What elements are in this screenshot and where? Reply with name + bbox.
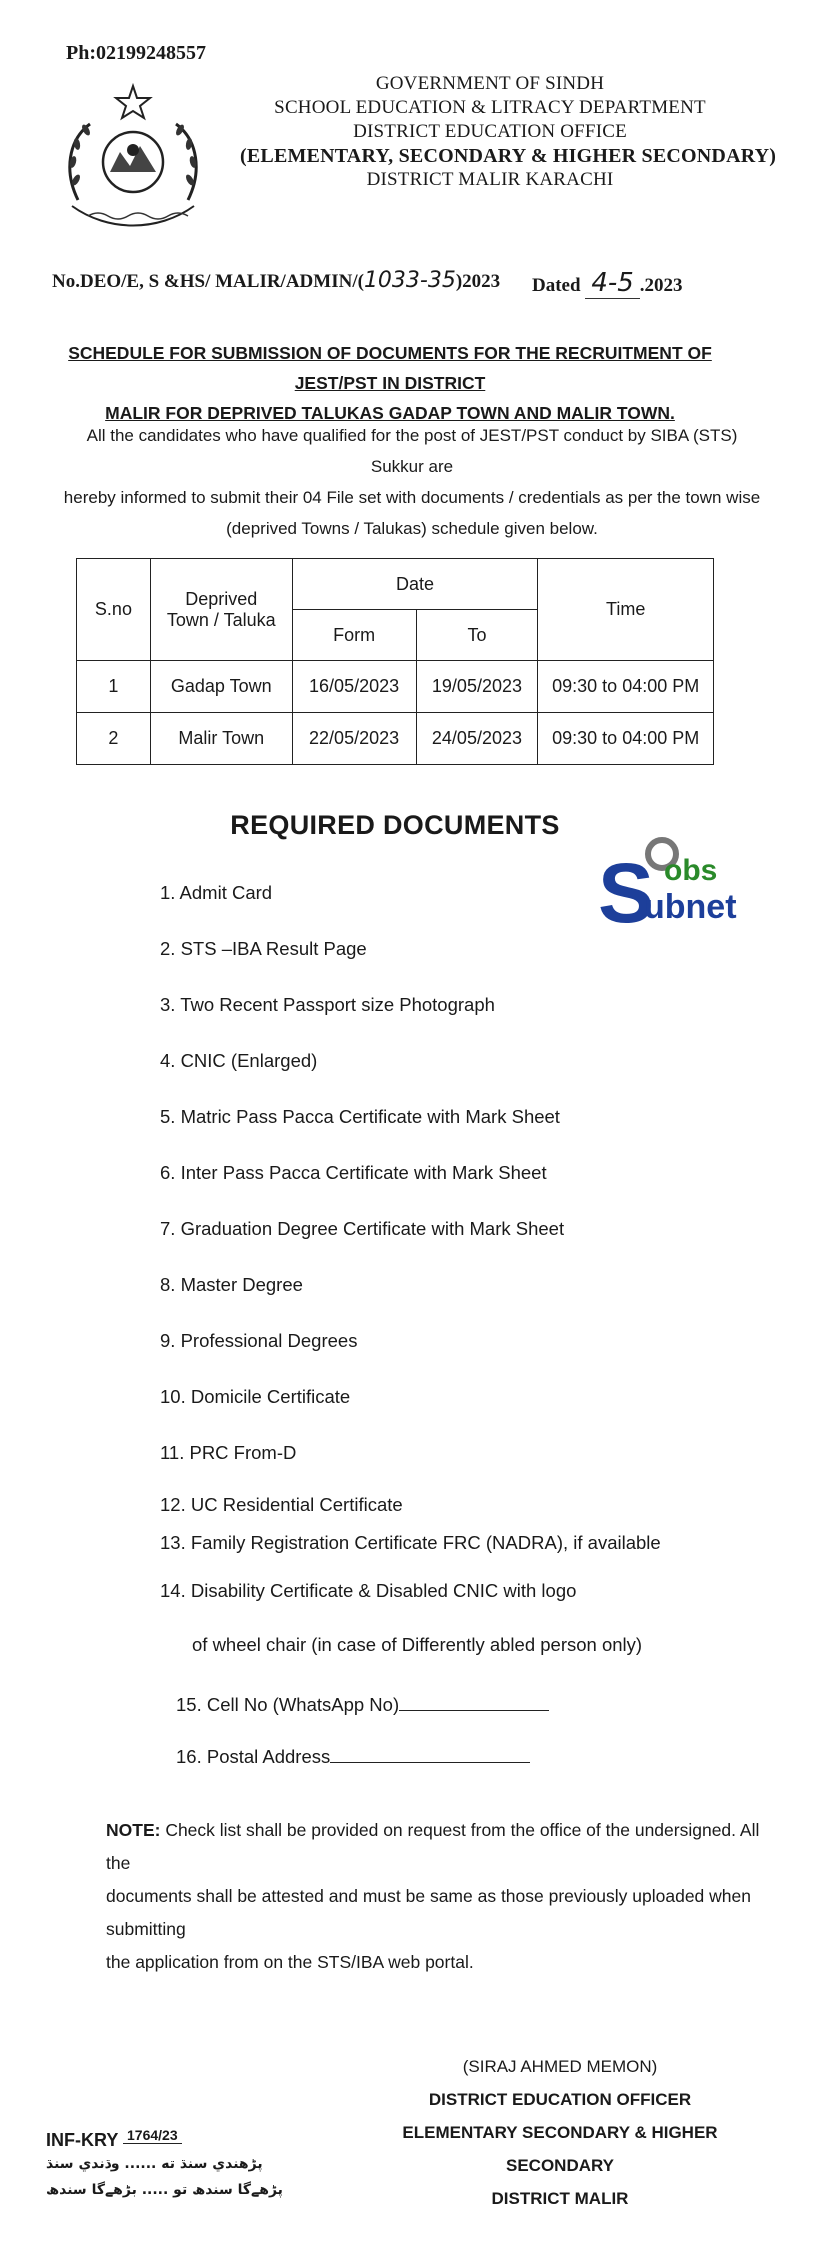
list-item: 4. CNIC (Enlarged) [160, 1050, 318, 1071]
schedule-table [76, 558, 714, 765]
note-paragraph [106, 1814, 786, 1979]
list-item [176, 1692, 549, 1716]
dated-label: Dated [532, 275, 581, 296]
header-to: To [416, 610, 538, 661]
dated-handwritten-value: 4-5 [585, 268, 639, 299]
officer-name: (SIRAJ AHMED MEMON) [462, 2057, 658, 2076]
list-item: 6. Inter Pass Pacca Certificate with Mark Sheet [160, 1162, 547, 1183]
header-district: DISTRICT MALIR KARACHI [366, 169, 614, 190]
cell-town: Malir Town [150, 713, 292, 765]
svg-text:S: S [598, 846, 655, 932]
table-row [77, 661, 714, 713]
list-item: 11. PRC From-D [160, 1442, 297, 1463]
list-item: 9. Professional Degrees [160, 1330, 358, 1351]
schedule-title-line2: MALIR FOR DEPRIVED TALUKAS GADAP TOWN AND MALIR TOWN. [105, 403, 675, 423]
cell-form: 16/05/2023 [292, 661, 416, 713]
logo-word2: ubnet [644, 888, 737, 926]
cell-to: 24/05/2023 [416, 713, 538, 765]
date-line [532, 268, 683, 298]
header-government: GOVERNMENT OF SINDH [375, 73, 605, 94]
sindh-government-emblem-icon [58, 82, 208, 242]
list-item: 7. Graduation Degree Certificate with Mark Sheet [160, 1218, 565, 1239]
list-item: 8. Master Degree [160, 1274, 303, 1295]
header-form: Form [292, 610, 416, 661]
header-department: SCHOOL EDUCATION & LITRACY DEPARTMENT [274, 97, 706, 118]
header-sno: S.no [77, 559, 151, 661]
inf-code-line [46, 2127, 286, 2151]
cell-sno: 2 [77, 713, 151, 765]
header-date: Date [292, 559, 538, 610]
postal-address-blank-line [330, 1744, 530, 1763]
cell-form: 22/05/2023 [292, 713, 416, 765]
intro-line1: All the candidates who have qualified for the post of JEST/PST conduct by SIBA (STS) Sukkur are [86, 426, 738, 476]
required-documents-title: REQUIRED DOCUMENTS [230, 810, 560, 840]
inf-slogan-sindhi: پڑھندي سنڌ ته ...... وڌندي سنڌ [46, 2156, 263, 2172]
table-row [77, 713, 714, 765]
cell-time: 09:30 to 04:00 PM [538, 661, 714, 713]
phone-number: Ph:02199248557 [66, 42, 206, 64]
postal-address-label: 16. Postal Address [176, 1746, 331, 1767]
header-office: DISTRICT EDUCATION OFFICE [353, 121, 627, 142]
header-time: Time [538, 559, 714, 661]
header-town-line1: Deprived [185, 588, 258, 609]
inf-number: 1764/23 [123, 2127, 182, 2144]
reference-suffix: )2023 [455, 271, 501, 292]
note-line3: the application from on the STS/IBA web portal. [106, 1952, 474, 1972]
logo-word1: obs [664, 854, 718, 887]
note-line1: Check list shall be provided on request from the office of the undersigned. All the [106, 1820, 760, 1873]
header-town-line2: Town / Taluka [166, 609, 276, 630]
list-item: 12. UC Residential Certificate [160, 1494, 403, 1515]
inf-slogan-urdu: پڑھےگا سندھ تو ..... بڑھےگا سندھ [46, 2182, 283, 2198]
schedule-title-line1: SCHEDULE FOR SUBMISSION OF DOCUMENTS FOR THE RECRUITMENT OF JEST/PST IN DISTRICT [68, 343, 712, 393]
note-label: NOTE: [106, 1820, 161, 1840]
list-item: 2. STS –IBA Result Page [160, 938, 367, 959]
note-line2: documents shall be attested and must be same as those previously uploaded when submitting [106, 1886, 751, 1939]
officer-department: ELEMENTARY SECONDARY & HIGHER SECONDARY [402, 2123, 718, 2175]
dated-year: .2023 [639, 275, 683, 296]
intro-line2: hereby informed to submit their 04 File set with documents / credentials as per the town wise [63, 488, 761, 507]
reference-number [52, 268, 500, 293]
cell-no-label: 15. Cell No (WhatsApp No) [176, 1694, 400, 1715]
list-item: 14. Disability Certificate & Disabled CNIC with logo [160, 1580, 577, 1601]
list-item-continuation: of wheel chair (in case of Differently abled person only) [192, 1634, 643, 1655]
inf-code: INF-KRY [46, 2130, 118, 2150]
list-item: 3. Two Recent Passport size Photograph [160, 994, 495, 1015]
cell-sno: 1 [77, 661, 151, 713]
jobs-subnet-logo-icon [598, 832, 758, 932]
letterhead [240, 72, 777, 192]
officer-title: DISTRICT EDUCATION OFFICER [428, 2090, 692, 2109]
cell-to: 19/05/2023 [416, 661, 538, 713]
header-town [150, 559, 292, 661]
signature-block [360, 2050, 760, 2215]
list-item [176, 1744, 530, 1768]
intro-line3: (deprived Towns / Talukas) schedule given below. [226, 519, 598, 538]
inf-stamp [46, 2127, 286, 2203]
cell-no-blank-line [399, 1692, 549, 1711]
intro-paragraph [62, 420, 762, 544]
cell-town: Gadap Town [150, 661, 292, 713]
officer-district: DISTRICT MALIR [491, 2189, 629, 2208]
list-item: 10. Domicile Certificate [160, 1386, 351, 1407]
cell-time: 09:30 to 04:00 PM [538, 713, 714, 765]
list-item: 5. Matric Pass Pacca Certificate with Mark Sheet [160, 1106, 560, 1127]
reference-prefix: No.DEO/E, S &HS/ MALIR/ADMIN/( [52, 271, 364, 292]
list-item: 13. Family Registration Certificate FRC (NADRA), if available [160, 1532, 661, 1553]
reference-handwritten-number: 1033-35 [363, 268, 456, 293]
schedule-title [60, 338, 720, 428]
header-levels: (ELEMENTARY, SECONDARY & HIGHER SECONDARY) [240, 145, 777, 167]
list-item: 1. Admit Card [160, 882, 273, 903]
